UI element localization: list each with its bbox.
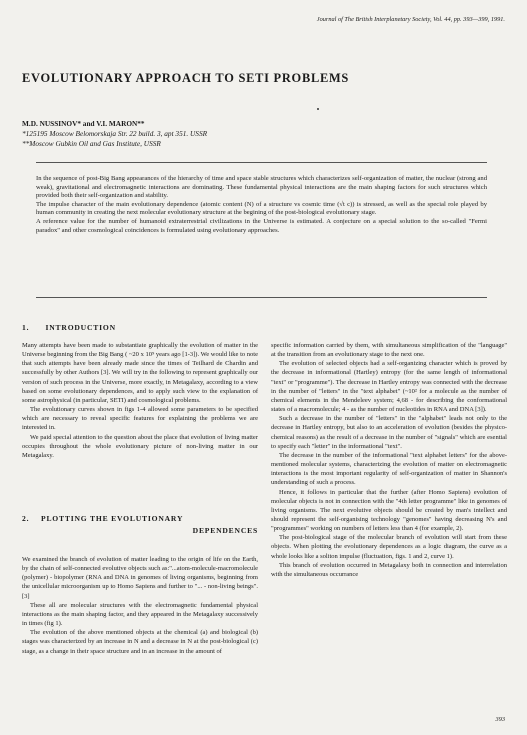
abstract: [36, 175, 487, 235]
abstract-top-rule: [36, 162, 487, 163]
body-paragraph: Many attempts have been made to substantiate graphically the evolution of matter in the Universe beginning from the Big Bang ( ~20 x 10⁹ years ago [1-3]). We would like to note that such attempts have been already made since the times of Teilhard de Chardin and successfully by other Authors [3]. We will try in the following to represent graphically our version of such process in the Universe, more exactly, in Metagalaxy, according to a view based on some evolutionary dependences, and to apply such view to the explanation of some astrophysical (in particular, SETI) and cosmological problems.: [22, 342, 258, 404]
affiliation-1: *125195 Moscow Belomorskaja Str. 22 build. 3, apt 351. USSR: [22, 129, 208, 138]
abstract-bottom-rule: [36, 297, 487, 298]
body-paragraph: The decrease in the number of the informational "text alphabet letters" for the above-mentioned molecular systems, characterizing the evolution of matter on electromagnetic interactions is the most important regularity of self-organization of matter in Shannon's understanding of such a process.: [271, 451, 507, 487]
body-paragraph: This branch of evolution occurred in Metagalaxy both in connection and interrelation with the simultaneous occurrance: [271, 561, 507, 578]
body-paragraph: The evolution of the above mentioned objects at the chemical (a) and biological (b) stages was characterized by an increase in N and a decrease in N at the post-biological (c) stage, as a change in their space structure and in an increase in the amount of: [22, 629, 258, 655]
section-1-heading: [22, 323, 116, 332]
body-paragraph: We examined the branch of evolution of matter leading to the origin of life on the Earth, by the chain of self-connected evolutive objects such as:"...atom-molecule-macromolecule (polymer) - biopolymer (RNA and DNA in genomes of living organisms, beginning from the unicellular microorganism up to Homo Sapiens and further to "... - non-living beings". [3]: [22, 556, 258, 600]
body-paragraph: specific information carried by them, with simultaneous simplification of the "language" at the transition from an evolutionary stage to the next one.: [271, 342, 507, 359]
body-paragraph: Such a decrease in the number of "letters" in the "alphabet" leads not only to the decrease in Hartley entropy, but also to an acceleration of evolution (besides the physico-chemical reasons) as the result of a decrease in the number of "signals" which are esential to specify each "letter" in the informational "text".: [271, 415, 507, 450]
body-paragraph: Hence, it follows in particular that the further (after Homo Sapiens) evolution of molecular objects is not in connection with the "4th letter programme" like in genomes of living organisms. The next evolutive objects should be created by man's intellect and should represent the self-organising technology "genomes" having decreasing N's and "programmes" working on numbers of letters less than 4 (for example, 2).: [271, 488, 507, 533]
journal-header: Journal of The British Interplanetary Society, Vol. 44, pp. 393—399, 1991.: [316, 16, 505, 23]
paper-title: EVOLUTIONARY APPROACH TO SETI PROBLEMS: [22, 71, 350, 85]
section-2-body: [22, 555, 258, 656]
body-paragraph: These all are molecular structures with the electromagnetic fundamental physical interactions as the main shaping factor, and they appeared in the Metagalaxy successively in times (fig 1).: [22, 601, 258, 628]
section-number: 1.: [22, 323, 30, 332]
page-number: 393: [495, 716, 505, 723]
author-names: M.D. NUSSINOV* and V.I. MARON**: [22, 119, 145, 128]
body-paragraph: We paid special attention to the question about the place that evolution of living matter occupies throughout the whole evolutionary picture of non-living matter in our Metagalaxy.: [22, 433, 258, 459]
section-title: INTRODUCTION: [45, 323, 116, 332]
right-column-body: [271, 341, 507, 579]
stray-dot: [317, 108, 319, 110]
author-block: [22, 119, 207, 149]
body-paragraph: The evolutionary curves shown in figs 1-4 allowed some parameters to be specified which are necessary to reveal specific features for explaining the problems we are interested in.: [22, 406, 258, 432]
section-1-body: [22, 341, 258, 460]
body-paragraph: The evolution of selected objects had a self-organizing character which is proved by the decrease in informational (Hartley) entropy (for the same length of informational "text" or "programme"). The decrease in Hartley entropy was connected with the decrease in the number of "letters" in the "text alphabet" (~10² for a molecule as the number of chemical elements in the Mendeleev system; 4,68 - for describing the conformational states of a macromolecule; 4 - as the number of nucleotides in RNA and DNA [3]).: [271, 360, 507, 414]
section-title-line-1: PLOTTING THE EVOLUTIONARY: [41, 514, 184, 523]
section-number: 2.: [22, 514, 30, 523]
body-paragraph: The post-biological stage of the molecular branch of evolution will start from these objects. When plotting the evolutionary dependences as a logic diagram, the curve as a whole looks like a soliton impulse (fluctuation, figs. 1 and 2, curve 1).: [271, 534, 507, 560]
abstract-paragraph: A reference value for the number of humanoid extraterrestrial civilizations in the Universe is estimated. A conjecture on a special solution to the so-called "Fermi paradox" and other cosmological coincidences is formulated using evolutionary approaches.: [36, 217, 487, 234]
affiliation-2: **Moscow Gubkin Oil and Gas Institute, USSR: [22, 139, 161, 148]
abstract-paragraph: The impulse character of the main evolutionary dependence (atomic content (N) of a structure vs cosmic time (√t c)) is stressed, as well as the special role played by human community in creating the next molecular evolutionary structure at the begining of the post-biological evolutionary stage.: [36, 200, 487, 217]
abstract-paragraph: In the sequence of post-Big Bang appearances of the hierarchy of time and space stable structures which characterizes self-organization of matter, the nuclear (strong and weak), gravitational and electromagnetic interactions are dominating. These fundamental physical interactions are the main shaping factors for such structures which provided both their self-organization and stability.: [36, 175, 487, 200]
section-title-line-2: DEPENDENCES: [192, 526, 258, 535]
